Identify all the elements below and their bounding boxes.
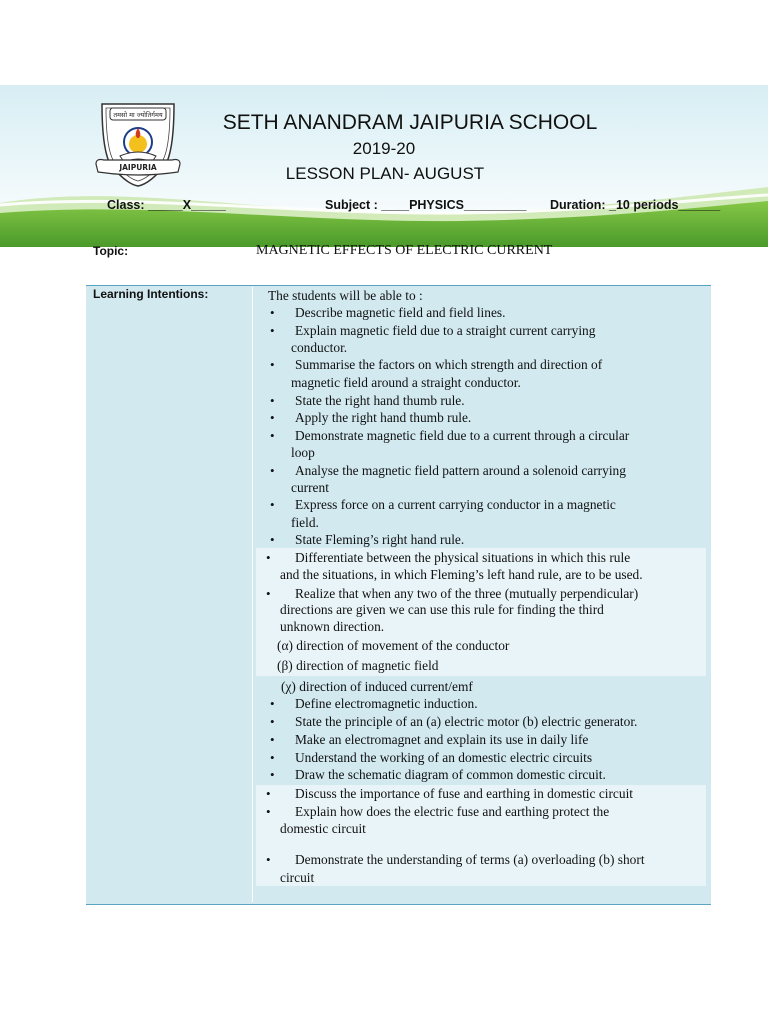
learning-intention-line: Explain how does the electric fuse and earthing protect the — [295, 804, 610, 819]
bullet-icon: • — [266, 550, 271, 565]
logo-text: JAIPURIA — [119, 163, 157, 172]
class-field: Class: _____X_____ — [107, 198, 226, 212]
learning-intention-line: domestic circuit — [280, 821, 366, 836]
learning-intention-line: State the principle of an (a) electric motor (b) electric generator. — [295, 714, 638, 729]
learning-intention-line: current — [291, 480, 329, 495]
learning-intention-line: (α) direction of movement of the conductor — [277, 638, 510, 653]
bullet-icon: • — [270, 750, 275, 765]
learning-intention-line: Differentiate between the physical situations in which this rule — [295, 550, 631, 565]
subject-field: Subject : ____PHYSICS_________ — [325, 198, 527, 212]
learning-intention-line: State Fleming’s right hand rule. — [295, 532, 465, 547]
bullet-icon: • — [266, 786, 271, 801]
learning-intention-line: Describe magnetic field and field lines. — [295, 305, 506, 320]
bullet-icon: • — [270, 463, 275, 478]
duration-field: Duration: _10 periods______ — [550, 198, 721, 212]
bullet-icon: • — [270, 305, 275, 320]
bullet-icon: • — [270, 767, 275, 782]
learning-intention-line: State the right hand thumb rule. — [295, 393, 465, 408]
learning-intention-line: field. — [291, 515, 319, 530]
bullet-icon: • — [270, 732, 275, 747]
intro-text: The students will be able to : — [268, 288, 423, 303]
learning-intention-line: Demonstrate the understanding of terms (a) overloading (b) short — [295, 852, 645, 867]
learning-intention-line: Summarise the factors on which strength and direction of — [295, 357, 603, 372]
bullet-icon: • — [270, 497, 275, 512]
learning-intention-line: Understand the working of an domestic electric circuits — [295, 750, 593, 765]
learning-intention-line: Discuss the importance of fuse and earthing in domestic circuit — [295, 786, 634, 801]
learning-intention-line: Express force on a current carrying conductor in a magnetic — [295, 497, 616, 512]
lesson-plan-title: LESSON PLAN- AUGUST — [285, 164, 485, 183]
bullet-icon: • — [270, 714, 275, 729]
learning-intention-line: Draw the schematic diagram of common domestic circuit. — [295, 767, 606, 782]
learning-intentions-label: Learning Intentions: — [93, 287, 209, 301]
learning-intention-line: magnetic field around a straight conductor. — [291, 375, 521, 390]
topic-value: MAGNETIC EFFECTS OF ELECTRIC CURRENT — [256, 243, 553, 258]
learning-intention-line: Define electromagnetic induction. — [295, 696, 478, 711]
bullet-icon: • — [270, 323, 275, 338]
learning-intention-line: circuit — [280, 870, 315, 885]
learning-intention-line: unknown direction. — [280, 619, 385, 634]
bullet-icon: • — [270, 696, 275, 711]
learning-intention-line: Explain magnetic field due to a straight current carrying — [295, 323, 596, 338]
logo-motto: तमसो मा ज्योतिर्गमय — [113, 111, 163, 119]
bullet-icon: • — [270, 357, 275, 372]
bullet-icon: • — [266, 852, 271, 867]
learning-intention-line: (β) direction of magnetic field — [277, 658, 439, 673]
bullet-icon: • — [270, 428, 275, 443]
learning-intention-line: Analyse the magnetic field pattern around a solenoid carrying — [295, 463, 626, 478]
bullet-icon: • — [266, 804, 271, 819]
learning-intention-line: conductor. — [291, 340, 348, 355]
bullet-icon: • — [270, 532, 275, 547]
learning-intention-line: directions are given we can use this rule for finding the third — [280, 602, 604, 617]
column-divider — [252, 287, 253, 902]
learning-intention-line: and the situations, in which Fleming’s left hand rule, are to be used. — [280, 567, 643, 582]
bullet-icon: • — [270, 410, 275, 425]
learning-intention-line: Make an electromagnet and explain its use in daily life — [295, 732, 589, 747]
school-name: SETH ANANDRAM JAIPURIA SCHOOL — [222, 111, 598, 134]
learning-intention-line: Demonstrate magnetic field due to a current through a circular — [295, 428, 630, 443]
bullet-icon: • — [270, 393, 275, 408]
learning-intention-line: (χ) direction of induced current/emf — [281, 679, 473, 694]
academic-year: 2019-20 — [352, 139, 416, 158]
learning-intention-line: Realize that when any two of the three (mutually perpendicular) — [295, 586, 639, 601]
learning-intention-line: loop — [291, 445, 315, 460]
learning-intention-line: Apply the right hand thumb rule. — [295, 410, 472, 425]
bullet-icon: • — [266, 586, 271, 601]
topic-label: Topic: — [93, 244, 129, 258]
